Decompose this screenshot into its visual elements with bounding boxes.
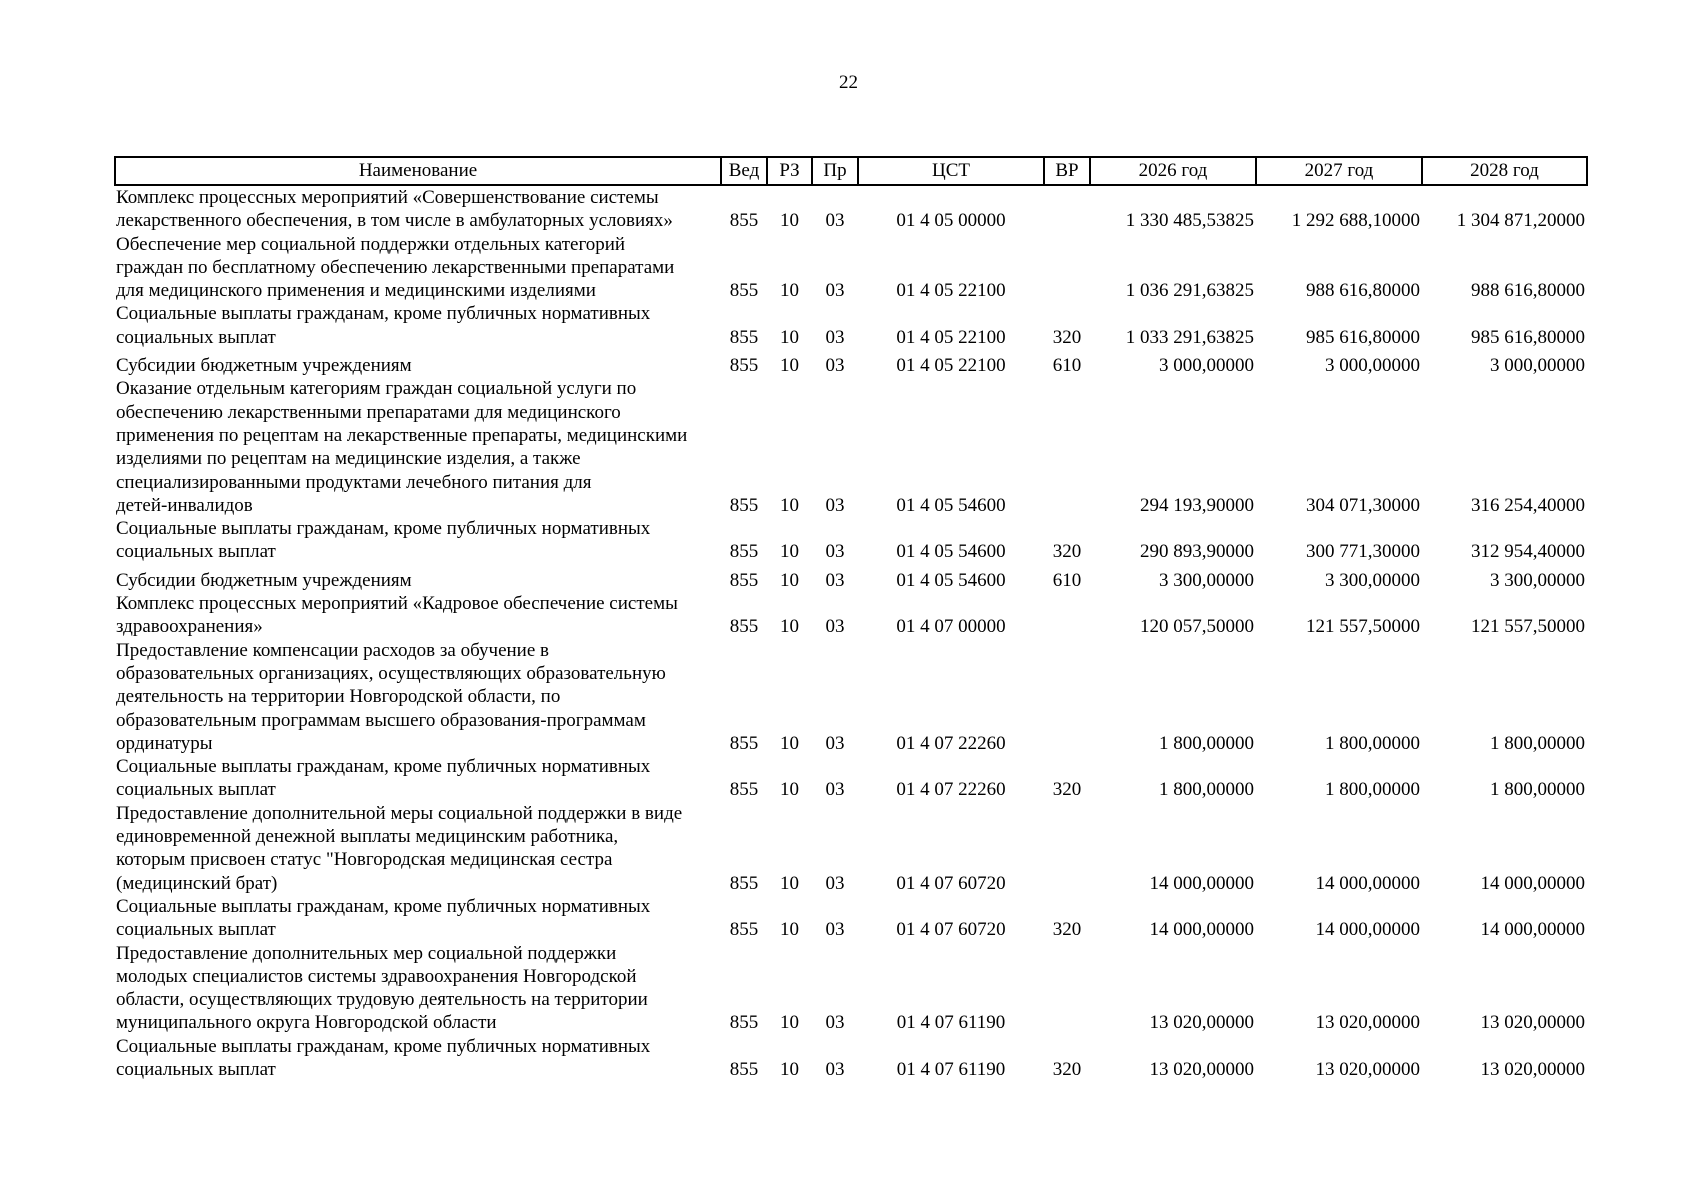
table-row (115, 1035, 1587, 1082)
table-row (115, 639, 1587, 755)
cell-rz: 10 (780, 919, 799, 941)
table-row (115, 895, 1587, 942)
cell-pr: 03 (825, 210, 845, 232)
cell-2026: 14 000,00000 (1149, 919, 1254, 941)
cell-name-line: Обеспечение мер социальной поддержки отдельных категорий (116, 233, 626, 255)
cell-ved: 855 (729, 779, 759, 801)
cell-name (115, 942, 721, 1035)
table-row (115, 755, 1587, 802)
cell-pr: 03 (825, 732, 845, 754)
table-row (115, 302, 1587, 349)
cell-name-line: социальных выплат (116, 541, 276, 563)
cell-2027: 14 000,00000 (1315, 872, 1420, 894)
table-row (115, 802, 1587, 895)
cell-ved: 855 (729, 1058, 759, 1080)
cell-ved: 855 (729, 732, 759, 754)
table-row (115, 517, 1587, 564)
cell-rz: 10 (780, 1058, 799, 1080)
cell-2026: 3 300,00000 (1159, 569, 1254, 591)
cell-ved: 855 (729, 326, 759, 348)
cell-pr: 03 (825, 326, 845, 348)
cell-pr: 03 (825, 280, 845, 302)
cell-vr (1044, 185, 1090, 233)
cell-pr: 03 (825, 616, 845, 638)
cell-cst: 01 4 05 54600 (896, 541, 1006, 563)
cell-name-line: социальных выплат (116, 779, 276, 801)
cell-2028: 13 020,00000 (1480, 1012, 1585, 1034)
cell-2026: 290 893,90000 (1140, 541, 1254, 563)
cell-name-line: социальных выплат (116, 326, 276, 348)
cell-2028: 1 800,00000 (1490, 779, 1585, 801)
cell-ved: 855 (729, 210, 759, 232)
cell-ved: 855 (729, 541, 759, 563)
table-row (115, 185, 1587, 233)
header-ved: Вед (721, 157, 767, 185)
table-row (115, 349, 1587, 377)
cell-2027: 121 557,50000 (1306, 616, 1420, 638)
cell-cst: 01 4 07 61190 (896, 1012, 1006, 1034)
cell-2027: 300 771,30000 (1306, 541, 1420, 563)
cell-cst: 01 4 07 60720 (896, 919, 1006, 941)
cell-2028: 14 000,00000 (1480, 919, 1585, 941)
cell-cst: 01 4 05 22100 (896, 326, 1006, 348)
cell-name-line: образовательным программам высшего образования-программам (116, 709, 646, 731)
cell-ved: 855 (729, 280, 759, 302)
cell-vr (1044, 233, 1090, 303)
cell-vr: 320 (1052, 541, 1082, 563)
cell-name-line: области, осуществляющих трудовую деятельность на территории (116, 989, 648, 1011)
cell-2028: 1 800,00000 (1490, 732, 1585, 754)
cell-name-line: Субсидии бюджетным учреждениям (116, 569, 412, 591)
page-number: 22 (839, 72, 858, 93)
cell-rz: 10 (780, 732, 799, 754)
table-row (115, 377, 1587, 517)
cell-rz: 10 (780, 541, 799, 563)
cell-cst: 01 4 07 22260 (896, 732, 1006, 754)
cell-2028: 312 954,40000 (1471, 541, 1585, 563)
cell-name (115, 377, 721, 517)
cell-name-line: ординатуры (116, 732, 213, 754)
cell-rz: 10 (780, 326, 799, 348)
cell-name-line: изделиями по рецептам на медицинские изделия, а также (116, 448, 581, 470)
cell-vr: 610 (1052, 355, 1082, 377)
cell-name (115, 185, 721, 233)
cell-2027: 13 020,00000 (1315, 1058, 1420, 1080)
cell-pr: 03 (825, 569, 845, 591)
cell-2027: 988 616,80000 (1306, 280, 1420, 302)
cell-vr (1044, 942, 1090, 1035)
table-row (115, 942, 1587, 1035)
cell-name-line: применения по рецептам на лекарственные препараты, медицинскими (116, 424, 688, 446)
cell-pr: 03 (825, 919, 845, 941)
cell-pr: 03 (825, 541, 845, 563)
cell-vr: 610 (1052, 569, 1082, 591)
header-name: Наименование (115, 157, 721, 185)
cell-2026: 1 800,00000 (1159, 732, 1254, 754)
cell-2027: 985 616,80000 (1306, 326, 1420, 348)
cell-pr: 03 (825, 872, 845, 894)
cell-2027: 13 020,00000 (1315, 1012, 1420, 1034)
cell-2026: 294 193,90000 (1140, 494, 1254, 516)
cell-cst: 01 4 05 54600 (896, 569, 1006, 591)
cell-name-line: (медицинский брат) (116, 872, 278, 894)
table-header (115, 157, 1587, 185)
cell-rz: 10 (780, 210, 799, 232)
cell-name-line: лекарственного обеспечения, в том числе в амбулаторных условиях» (116, 210, 673, 232)
cell-name-line: Социальные выплаты гражданам, кроме публичных нормативных (116, 895, 651, 917)
cell-name (115, 592, 721, 639)
header-vr: ВР (1044, 157, 1090, 185)
cell-rz: 10 (780, 616, 799, 638)
cell-ved: 855 (729, 919, 759, 941)
cell-name-line: Социальные выплаты гражданам, кроме публичных нормативных (116, 518, 651, 540)
cell-vr: 320 (1052, 326, 1082, 348)
cell-name-line: Комплекс процессных мероприятий «Совершенствование системы (116, 187, 659, 208)
cell-rz: 10 (780, 1012, 799, 1034)
cell-2028: 1 304 871,20000 (1456, 210, 1585, 232)
cell-name-line: здравоохранения» (116, 616, 263, 638)
cell-vr (1044, 802, 1090, 895)
cell-2028: 13 020,00000 (1480, 1058, 1585, 1080)
cell-rz: 10 (780, 779, 799, 801)
cell-name (115, 639, 721, 755)
cell-name (115, 1035, 721, 1082)
cell-2027: 1 292 688,10000 (1291, 210, 1420, 232)
cell-pr: 03 (825, 779, 845, 801)
cell-2027: 14 000,00000 (1315, 919, 1420, 941)
table-row (115, 564, 1587, 592)
cell-name-line: Оказание отдельным категориям граждан социальной услуги по (116, 378, 637, 400)
cell-rz: 10 (780, 280, 799, 302)
cell-2026: 13 020,00000 (1149, 1012, 1254, 1034)
cell-2027: 1 800,00000 (1325, 779, 1420, 801)
cell-2026: 1 330 485,53825 (1125, 210, 1254, 232)
cell-pr: 03 (825, 494, 845, 516)
cell-name (115, 895, 721, 942)
cell-name-line: Социальные выплаты гражданам, кроме публичных нормативных (116, 756, 651, 778)
cell-ved: 855 (729, 569, 759, 591)
cell-ved: 855 (729, 355, 759, 377)
cell-name-line: молодых специалистов системы здравоохранения Новгородской (116, 965, 637, 987)
header-rz: РЗ (767, 157, 812, 185)
cell-2028: 3 000,00000 (1490, 355, 1585, 377)
cell-2028: 316 254,40000 (1471, 494, 1585, 516)
cell-name-line: деятельность на территории Новгородской области, по (116, 686, 561, 708)
cell-name-line: обеспечению лекарственными препаратами для медицинского (116, 401, 621, 423)
cell-ved: 855 (729, 1012, 759, 1034)
budget-table (114, 156, 1588, 1081)
cell-2026: 1 036 291,63825 (1125, 280, 1254, 302)
cell-vr (1044, 592, 1090, 639)
cell-cst: 01 4 07 61190 (896, 1058, 1006, 1080)
cell-name-line: Социальные выплаты гражданам, кроме публичных нормативных (116, 1035, 651, 1057)
cell-cst: 01 4 07 00000 (896, 616, 1006, 638)
cell-rz: 10 (780, 872, 799, 894)
cell-name-line: Социальные выплаты гражданам, кроме публичных нормативных (116, 303, 651, 325)
cell-2026: 120 057,50000 (1140, 616, 1254, 638)
cell-ved: 855 (729, 494, 759, 516)
cell-2026: 14 000,00000 (1149, 872, 1254, 894)
cell-cst: 01 4 05 22100 (896, 280, 1006, 302)
cell-2027: 3 300,00000 (1325, 569, 1420, 591)
cell-name-line: социальных выплат (116, 919, 276, 941)
cell-2027: 304 071,30000 (1306, 494, 1420, 516)
cell-name-line: Субсидии бюджетным учреждениям (116, 355, 412, 377)
cell-2027: 3 000,00000 (1325, 355, 1420, 377)
cell-rz: 10 (780, 569, 799, 591)
cell-name (115, 564, 721, 592)
table-row (115, 233, 1587, 303)
cell-vr (1044, 639, 1090, 755)
header-cst: ЦСТ (858, 157, 1044, 185)
header-2027: 2027 год (1256, 157, 1422, 185)
cell-name-line: специализированными продуктами лечебного питания для (116, 471, 592, 493)
cell-cst: 01 4 05 54600 (896, 494, 1006, 516)
cell-name-line: социальных выплат (116, 1058, 276, 1080)
cell-name-line: детей-инвалидов (116, 494, 253, 516)
cell-ved: 855 (729, 616, 759, 638)
cell-2028: 985 616,80000 (1471, 326, 1585, 348)
cell-name-line: Комплекс процессных мероприятий «Кадровое обеспечение системы (116, 593, 678, 615)
cell-name (115, 755, 721, 802)
cell-name (115, 517, 721, 564)
cell-2028: 14 000,00000 (1480, 872, 1585, 894)
cell-cst: 01 4 07 60720 (896, 872, 1006, 894)
cell-name-line: которым присвоен статус "Новгородская медицинская сестра (116, 849, 613, 871)
cell-pr: 03 (825, 1012, 845, 1034)
header-2028: 2028 год (1422, 157, 1587, 185)
cell-name (115, 233, 721, 303)
cell-name-line: единовременной денежной выплаты медицинским работника, (116, 826, 619, 848)
cell-2026: 1 800,00000 (1159, 779, 1254, 801)
cell-name (115, 802, 721, 895)
cell-name-line: Предоставление компенсации расходов за обучение в (116, 639, 549, 661)
cell-2028: 3 300,00000 (1490, 569, 1585, 591)
table-row (115, 592, 1587, 639)
cell-name-line: Предоставление дополнительной меры социальной поддержки в виде (116, 802, 683, 824)
cell-vr (1044, 377, 1090, 517)
cell-cst: 01 4 05 00000 (896, 210, 1006, 232)
cell-vr: 320 (1052, 919, 1082, 941)
cell-name-line: муниципального округа Новгородской области (116, 1012, 497, 1034)
cell-name-line: Предоставление дополнительных мер социальной поддержки (116, 942, 617, 964)
cell-cst: 01 4 07 22260 (896, 779, 1006, 801)
cell-name (115, 302, 721, 349)
cell-2026: 13 020,00000 (1149, 1058, 1254, 1080)
header-row (115, 157, 1587, 185)
cell-vr: 320 (1052, 1058, 1082, 1080)
cell-name (115, 349, 721, 377)
cell-cst: 01 4 05 22100 (896, 355, 1006, 377)
cell-name-line: граждан по бесплатному обеспечению лекарственными препаратами (116, 256, 675, 278)
cell-2027: 1 800,00000 (1325, 732, 1420, 754)
header-pr: Пр (812, 157, 858, 185)
cell-2028: 988 616,80000 (1471, 280, 1585, 302)
cell-name-line: образовательных организациях, осуществляющих образовательную (116, 662, 666, 684)
table-body (115, 185, 1587, 1081)
cell-ved: 855 (729, 872, 759, 894)
cell-2026: 1 033 291,63825 (1125, 326, 1254, 348)
header-2026: 2026 год (1090, 157, 1256, 185)
cell-rz: 10 (780, 355, 799, 377)
cell-pr: 03 (825, 1058, 845, 1080)
cell-2026: 3 000,00000 (1159, 355, 1254, 377)
cell-vr: 320 (1052, 779, 1082, 801)
cell-rz: 10 (780, 494, 799, 516)
cell-name-line: для медицинского применения и медицинскими изделиями (116, 280, 596, 302)
cell-2028: 121 557,50000 (1471, 616, 1585, 638)
cell-pr: 03 (825, 355, 845, 377)
